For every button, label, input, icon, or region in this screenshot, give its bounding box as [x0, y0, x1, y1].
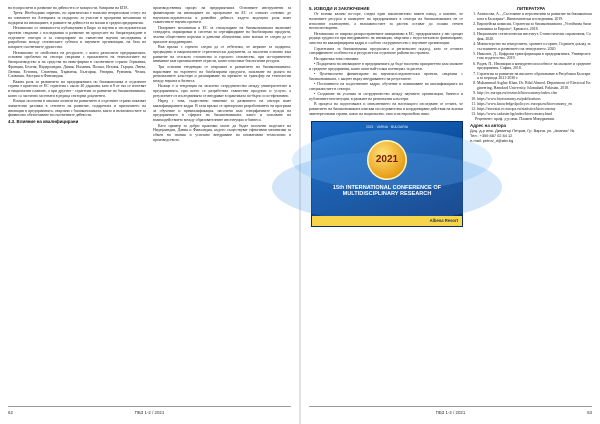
left-column-1	[8, 6, 146, 402]
paragraph: Независимо от свойствата на ресурсите, с които разполагат предприятията, основни проблеми на сектора свързани с прилагането на технологиите на биопроизводство и на средства на ниво-фирми в съответните страни: Германия, Франция, Белгия, Нидерландия, Дания, Испания, Полша, Италия, Гърция, Литва, Латвия, Естония, Словения, Хърватия, България, Унгария, Румъния, Чехия, Словакия, Австрия и Финландия.	[8, 50, 146, 79]
paragraph: Налице е и тенденция на засилено сътрудничество между университетите и предприятията, при което се разработват съвместни продукти и услуги, а резултатите от изследванията се внедряват в практиката по-бързо и по-ефективно.	[153, 84, 291, 98]
reviewer-line: Рецензент: проф. д-р инж. Пламен Миндрински	[475, 117, 555, 122]
poster-topline: 2021 · VARNA · BULGARIA	[366, 124, 408, 129]
bullet-paragraph: • Подкрепата на иновациите в предприятията да бъде насочена приоритетно към малките и средните предприятия, които имат най-голям потенциал за растеж.	[309, 61, 463, 71]
paragraph: Всички посочени в анализа аспекти на развитието в отделните страни показват значителни разлики в степента на развитие, подкрепата и прилагането на иновации в предприятията, свързани с биоикономиката, както и възможностите за финансово обезпечаване на съответните дейности.	[8, 99, 146, 118]
journal-issue: ПБЗ 1-2 / 2021	[134, 410, 165, 415]
reference-item: 5. Николов, Д., Цифрови трансформации в предприятията, Университетско издателство, 2019.	[477, 52, 592, 61]
section-heading: 4.3. Влияние на квалифицирани	[8, 118, 79, 124]
journal-issue: ПБЗ 1-2 / 2021	[435, 410, 466, 415]
reference-item: 7. Стратегия за развитие на висшето образование в Република България за периода 2021-2030 г.	[477, 72, 592, 81]
reference-item: 1. Атанасова, А., „Състояние и перспективи за развитие на биоикономиката в България“, Икономически изследвания, 2019.	[477, 12, 592, 21]
section-heading: 5. ИЗВОДИ И ЗАКЛЮЧЕНИЕ	[309, 6, 370, 11]
page-number: 63	[587, 410, 592, 415]
paragraph: Пазарните механизми в ЕС за стимулиране на биоикономиката включват стандарти, маркировки и системи за сертифициране на биобазирани продукти, зелени обществени поръчки и данъчни облекчения, като всички те следва да се прилагат координирано.	[153, 25, 291, 44]
reference-item: 10. https://www.bioeconomy.eu/publications	[477, 97, 592, 102]
right-column-2	[470, 6, 592, 402]
paragraph: Като пример за добри практики могат да бъдат посочени моделите на Нидерландия, Дания и Финландия, където съществуват ефективни механизми за обмен на знания и успешно внедряване на иновативни технологии в производството.	[153, 123, 291, 142]
paragraph: на ecoпросвети и развитие на дейността се мощности, базирани на БПА.	[8, 6, 129, 10]
paragraph: Стратегията за биоикономика предполага и регионален подход, като се отчитат специфичните особености и ресурсите на отделните райони на страната.	[309, 46, 463, 56]
email-line: e-mail: petrov_d@abv.bg	[470, 138, 514, 144]
bullet-paragraph: • Постоянното на подготвените кадри, обучение и повишаване на квалификацията на специалистите в сектора.	[309, 82, 463, 91]
paragraph: Три основни тенденции се открояват в развитието на биоикономиката: нарастване на търсенето на биобазирани продукти, засилване на ролята на регионалните клъстери и разширяване на мрежите за трансфер на технологии между науката и бизнеса.	[153, 64, 291, 84]
conference-poster-image	[311, 121, 463, 227]
reference-item: 9. http://ec.europa.eu/research/bioeconomy/index.cfm	[477, 91, 592, 96]
left-column-2	[153, 6, 291, 402]
reference-item: 2. Европейска комисия, Стратегия за биоикономиката „Устойчива биоикономика за Европа“, Брюксел, 2018.	[477, 22, 592, 31]
page-number: 62	[8, 410, 13, 415]
references-heading: ЛИТЕРАТУРА	[516, 6, 546, 11]
paragraph: В процеса на подготовката и изпълнението на настоящото изследване се отчита, че развитието на биоикономиката изисква последователни и координирани действия на всички заинтересовани страни, както на национално, така и на европейско ниво.	[309, 102, 463, 116]
reference-item: 4. Министерство на земеделието, храните и горите, Годишен доклад за състоянието и развитието на земеделието, 2020.	[477, 42, 592, 51]
phone-line: Тел.: +359 887 02 84 12	[470, 133, 513, 139]
poster-title: 15th INTERNATIONAL CONFERENCE OF MULTIDISCIPLINARY RESEARCH	[332, 184, 442, 197]
reference-item: 8. Muhammad Asghar Khan, Dr. Bilal Ahmed, Department of Electrical Engineering, Hamdard University, Islamabad, Pakistan, 2018.	[477, 81, 592, 90]
address-line: Доц. д-р инж. Димитър Петров, Гр. Варна, ул. „Ананас“ №	[470, 127, 575, 133]
paragraph: Важна роля за развитието на предприятията по биоикономика в отделните страни е приетата от ЕС стратегия с около 40 държави, като в 8 от тях се изготвят и национални планове, а при другите - стратегии за развитие на биоикономиката, които са частично засегнати в редица секторни документи.	[8, 79, 146, 98]
reference-item: 13. https://www.cadaster.bg/index/bioeconomy.html	[477, 112, 592, 117]
poster-location-strip: Albena Resort	[312, 216, 462, 226]
reference-item: 11. https://www.knowledge4policy.ec.europa.eu/bioeconomy_en	[477, 102, 592, 107]
paragraph: производствения процес на предприятията. Основните инструменти за финансиране на иновациите по програмите на ЕС се отнасят основно до научноизследователска и развойна дейност, където водещата роля имат съвместните научни проекти.	[153, 6, 291, 25]
reference-item: 3. Национален статистически институт, Статистически справочник, София, 2020.	[477, 32, 592, 41]
right-page	[301, 0, 600, 424]
bullet-paragraph: • Целенасочено финансиране на научноизследователски проекти, свързани с биоикономиката, с акцент върху внедряването на резултатите.	[309, 72, 463, 81]
paragraph: Независимо от значимостта публикувани в Бюро за научни и изследователски проекти свързани с изследвания и развитие на процесите на биоразграждане в отделните сектори и за стимулиране на съвместни научни изследвания и разработки между стопанските субекти и научните организации, на база на пазарите съответните дружества.	[8, 26, 146, 50]
address-heading: Адрес на автора	[470, 122, 506, 128]
paragraph: От всичко казано по-горе, следва един изключително важен извод, а именно, че наличните ресурси и капацитет на предприятията в сектора на биоикономиката не се използват пълноценно, а възможностите за растеж остават до голяма степен неоползотворени.	[309, 12, 463, 31]
paragraph: Независимо от широко разпространените инициативи в ЕС, предприятията у нас срещат редица трудности при внедряването на иновации, свързани с недостатъчното финансиране, липсата на квалифицирани кадри и слабото сътрудничество с научните организации.	[309, 31, 463, 46]
page-footer	[309, 406, 592, 417]
poster-year-badge: 2021	[367, 140, 407, 180]
left-page	[0, 0, 299, 424]
reference-item: 12. https://eurostat.ec.europa.eu/statistics/bioeconomy	[477, 107, 592, 112]
paragraph: Наред с това, съществено значение за развитието на сектора имат квалифицираните кадри. В тази връзка се препоръчва разработването на програми за обучение и преквалификация, насочени към специфичните нужди на предприятията в сферата на биоикономиката, както и засилване на взаимодействието между образователните институции и бизнеса.	[153, 99, 291, 123]
paragraph: Във връзка с горното следва да се отбележи, че мерките за подкрепа, предвидени в националните стратегически документи, са насочени основно към развитие на селското стопанство и горското стопанство, при по-ограничено внимание към промишлените отрасли, които използват биологични ресурси.	[153, 45, 291, 64]
paragraph: Третя: Необходимо изрично, но практически е напълно неприложим статус на на членовете на Агенцията за подкрепа, за участие в прозрачни механизми за подкрепа на иновациите, в рамките на дейността на малки и средни предприятия.	[8, 11, 146, 25]
page-footer	[8, 406, 291, 417]
reference-item: 6. Радев, П., Иновации и конкурентоспособност на малките и средните предприятия, София, 2018.	[477, 62, 592, 71]
references-list	[470, 12, 592, 117]
bullet-paragraph: • Създаване на условия за сътрудничество между научните организации, бизнеса и публичните институции, в рамките на регионални клъстери.	[309, 92, 463, 101]
right-column-1	[309, 6, 463, 402]
paragraph: На практика това означава:	[314, 56, 359, 61]
